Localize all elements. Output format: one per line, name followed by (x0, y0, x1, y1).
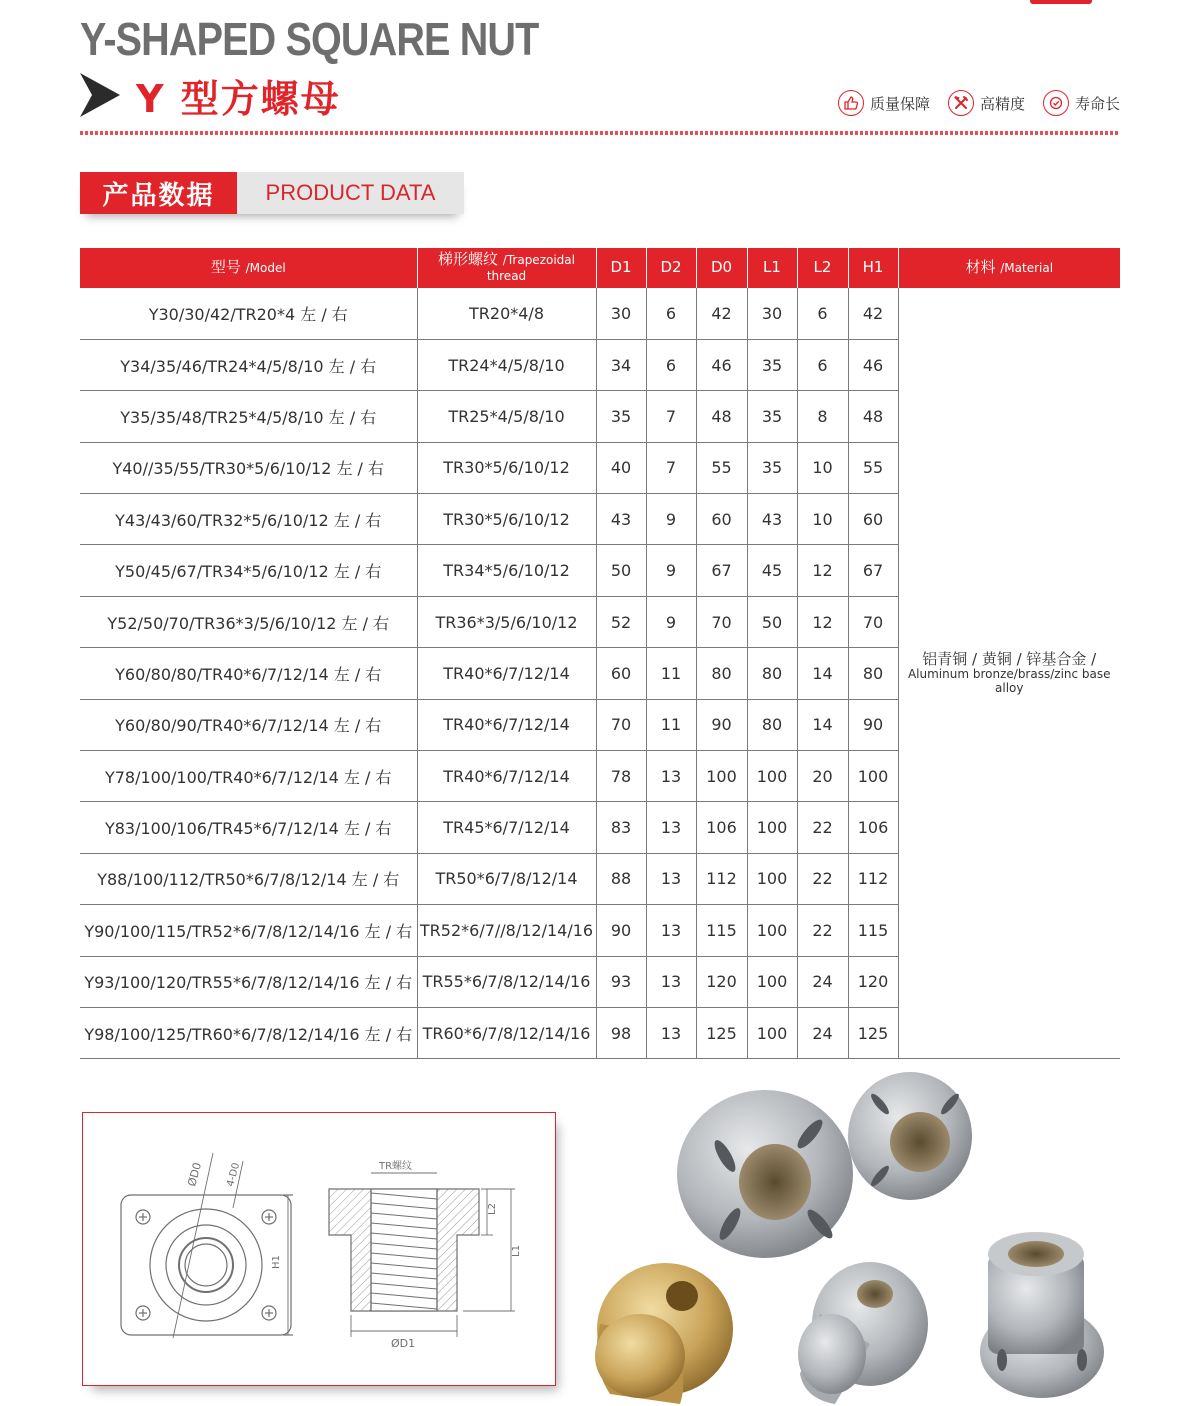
header-d1: D1 (596, 248, 646, 288)
product-photos (570, 1064, 1130, 1406)
cell-d0: 115 (696, 905, 747, 956)
cell-l1: 100 (747, 802, 797, 853)
cell-d1: 88 (596, 853, 646, 904)
cell-d1: 70 (596, 699, 646, 750)
page-title-zh: Y 型方螺母 (136, 76, 341, 121)
cell-thread: TR40*6/7/12/14 (417, 699, 596, 750)
cell-h1: 70 (848, 596, 898, 647)
cell-model: Y40//35/55/TR30*5/6/10/12 左 / 右 (80, 442, 417, 493)
cell-d2: 13 (646, 802, 696, 853)
cell-d0: 112 (696, 853, 747, 904)
cell-thread: TR40*6/7/12/14 (417, 751, 596, 802)
section-heading (80, 172, 464, 214)
front-view (121, 1153, 293, 1338)
header-thread: 梯形螺纹 /Trapezoidal thread (417, 248, 596, 288)
cell-h1: 48 (848, 391, 898, 442)
cell-d1: 78 (596, 751, 646, 802)
header-d0: D0 (696, 248, 747, 288)
photo-flange-nut-large (677, 1090, 853, 1258)
cell-d2: 9 (646, 494, 696, 545)
cell-thread: TR60*6/7/8/12/14/16 (417, 1007, 596, 1058)
cell-l1: 30 (747, 288, 797, 339)
cell-h1: 60 (848, 494, 898, 545)
label-h1: H1 (271, 1255, 282, 1269)
cell-thread: TR40*6/7/12/14 (417, 648, 596, 699)
cell-h1: 46 (848, 339, 898, 390)
header-l2: L2 (797, 248, 848, 288)
cell-l1: 100 (747, 1007, 797, 1058)
cell-d0: 120 (696, 956, 747, 1007)
life-cycle-icon (1043, 90, 1069, 116)
cell-h1: 125 (848, 1007, 898, 1058)
cell-h1: 67 (848, 545, 898, 596)
label-d1: ØD1 (391, 1337, 416, 1350)
cell-l2: 10 (797, 442, 848, 493)
cell-d1: 40 (596, 442, 646, 493)
cell-l1: 35 (747, 339, 797, 390)
cell-l1: 80 (747, 699, 797, 750)
bolt-circle (150, 1209, 262, 1321)
label-l1: L1 (511, 1245, 522, 1257)
cell-material (898, 288, 1120, 1059)
label-tr: TR螺纹 (379, 1161, 413, 1172)
label-d0: ØD0 (185, 1161, 205, 1188)
photo-flange-nut-small (798, 1262, 928, 1404)
cell-thread: TR30*5/6/10/12 (417, 494, 596, 545)
photo-brass-nut (595, 1263, 733, 1404)
cell-h1: 42 (848, 288, 898, 339)
cell-h1: 100 (848, 751, 898, 802)
cell-l2: 12 (797, 596, 848, 647)
cell-thread: TR30*5/6/10/12 (417, 442, 596, 493)
cell-model: Y60/80/80/TR40*6/7/12/14 左 / 右 (80, 648, 417, 699)
cell-l1: 50 (747, 596, 797, 647)
cell-thread: TR34*5/6/10/12 (417, 545, 596, 596)
cell-h1: 115 (848, 905, 898, 956)
cell-model: Y88/100/112/TR50*6/7/8/12/14 左 / 右 (80, 853, 417, 904)
flange-outline (121, 1195, 291, 1335)
technical-drawing (82, 1112, 556, 1386)
feature-list (838, 90, 1120, 116)
header-material: 材料 /Material (898, 248, 1120, 288)
feature-lifespan-label: 寿命长 (1074, 94, 1120, 113)
cell-l2: 14 (797, 648, 848, 699)
chevron-right-icon (80, 73, 120, 117)
cell-model: Y35/35/48/TR25*4/5/8/10 左 / 右 (80, 391, 417, 442)
cell-d2: 13 (646, 905, 696, 956)
cell-l2: 22 (797, 853, 848, 904)
cell-d0: 106 (696, 802, 747, 853)
cell-l1: 45 (747, 545, 797, 596)
cell-l2: 6 (797, 288, 848, 339)
cell-thread: TR24*4/5/8/10 (417, 339, 596, 390)
cell-model: Y30/30/42/TR20*4 左 / 右 (80, 288, 417, 339)
cell-thread: TR55*6/7/8/12/14/16 (417, 956, 596, 1007)
cell-model: Y34/35/46/TR24*4/5/8/10 左 / 右 (80, 339, 417, 390)
cell-thread: TR52*6/7//8/12/14/16 (417, 905, 596, 956)
cell-d2: 13 (646, 1007, 696, 1058)
cell-d0: 46 (696, 339, 747, 390)
cell-d1: 52 (596, 596, 646, 647)
feature-precision (948, 90, 1025, 116)
cell-d1: 43 (596, 494, 646, 545)
cell-model: Y90/100/115/TR52*6/7/8/12/14/16 左 / 右 (80, 905, 417, 956)
cell-l1: 80 (747, 648, 797, 699)
cell-thread: TR20*4/8 (417, 288, 596, 339)
cell-d1: 90 (596, 905, 646, 956)
cell-l2: 8 (797, 391, 848, 442)
cell-l2: 12 (797, 545, 848, 596)
top-red-mark (1030, 0, 1092, 4)
cell-d2: 9 (646, 596, 696, 647)
cell-d0: 48 (696, 391, 747, 442)
cell-d1: 50 (596, 545, 646, 596)
material-zh: 铝青铜 / 黄铜 / 锌基合金 / (922, 649, 1097, 668)
thread-bore (179, 1238, 233, 1292)
cell-d2: 9 (646, 545, 696, 596)
label-4d0: 4-D0 (225, 1161, 243, 1188)
cell-l2: 24 (797, 1007, 848, 1058)
cell-d1: 98 (596, 1007, 646, 1058)
cell-d2: 11 (646, 648, 696, 699)
feature-lifespan (1043, 90, 1120, 116)
cell-l2: 22 (797, 905, 848, 956)
cell-l1: 35 (747, 442, 797, 493)
cell-d0: 60 (696, 494, 747, 545)
section-heading-en: PRODUCT DATA (237, 172, 464, 214)
cell-thread: TR25*4/5/8/10 (417, 391, 596, 442)
tools-icon (948, 90, 974, 116)
cell-model: Y78/100/100/TR40*6/7/12/14 左 / 右 (80, 751, 417, 802)
feature-quality (838, 90, 930, 116)
cell-h1: 80 (848, 648, 898, 699)
cell-d1: 34 (596, 339, 646, 390)
cell-l1: 100 (747, 853, 797, 904)
cell-h1: 106 (848, 802, 898, 853)
cell-d1: 93 (596, 956, 646, 1007)
cell-d0: 70 (696, 596, 747, 647)
cell-d2: 6 (646, 288, 696, 339)
cell-d0: 42 (696, 288, 747, 339)
cell-d0: 80 (696, 648, 747, 699)
cell-h1: 55 (848, 442, 898, 493)
product-data-table (80, 248, 1120, 1059)
cell-l2: 22 (797, 802, 848, 853)
cell-l1: 100 (747, 751, 797, 802)
cell-d0: 125 (696, 1007, 747, 1058)
photo-flange-nut-back (848, 1072, 972, 1200)
header-d2: D2 (646, 248, 696, 288)
page-title-zh-row (80, 68, 341, 122)
header-h1: H1 (848, 248, 898, 288)
cell-thread: TR50*6/7/8/12/14 (417, 853, 596, 904)
table-header-row (80, 248, 1120, 288)
cell-d2: 13 (646, 751, 696, 802)
cell-d1: 60 (596, 648, 646, 699)
cell-h1: 112 (848, 853, 898, 904)
cell-d2: 11 (646, 699, 696, 750)
cell-d1: 30 (596, 288, 646, 339)
cell-l2: 14 (797, 699, 848, 750)
material-en: Aluminum bronze/brass/zinc base alloy (907, 667, 1111, 695)
table-body (80, 288, 1120, 1059)
cell-thread: TR36*3/5/6/10/12 (417, 596, 596, 647)
cell-d2: 13 (646, 956, 696, 1007)
header-model: 型号 /Model (80, 248, 417, 288)
cell-model: Y50/45/67/TR34*5/6/10/12 左 / 右 (80, 545, 417, 596)
cell-d0: 67 (696, 545, 747, 596)
cell-l1: 43 (747, 494, 797, 545)
cell-d0: 90 (696, 699, 747, 750)
cell-model: Y43/43/60/TR32*5/6/10/12 左 / 右 (80, 494, 417, 545)
cell-h1: 120 (848, 956, 898, 1007)
cell-model: Y83/100/106/TR45*6/7/12/14 左 / 右 (80, 802, 417, 853)
cell-model: Y93/100/120/TR55*6/7/8/12/14/16 左 / 右 (80, 956, 417, 1007)
page-title-en: Y-SHAPED SQUARE NUT (80, 13, 539, 65)
cell-thread: TR45*6/7/12/14 (417, 802, 596, 853)
cell-l1: 100 (747, 956, 797, 1007)
photo-upright-nut (980, 1232, 1104, 1398)
cell-model: Y60/80/90/TR40*6/7/12/14 左 / 右 (80, 699, 417, 750)
section-view (329, 1173, 515, 1337)
thread-minor (185, 1244, 227, 1286)
header-l1: L1 (747, 248, 797, 288)
cell-model: Y98/100/125/TR60*6/7/8/12/14/16 左 / 右 (80, 1007, 417, 1058)
cell-d2: 7 (646, 391, 696, 442)
cell-d0: 55 (696, 442, 747, 493)
label-l2: L2 (487, 1203, 498, 1215)
table-row (80, 288, 1120, 339)
cell-d2: 7 (646, 442, 696, 493)
cell-l1: 35 (747, 391, 797, 442)
cell-model: Y52/50/70/TR36*3/5/6/10/12 左 / 右 (80, 596, 417, 647)
cell-d0: 100 (696, 751, 747, 802)
cell-l2: 20 (797, 751, 848, 802)
cell-d1: 83 (596, 802, 646, 853)
feature-quality-label: 质量保障 (869, 94, 930, 113)
section-heading-zh: 产品数据 (80, 172, 237, 214)
cell-d1: 35 (596, 391, 646, 442)
header-divider (80, 131, 1120, 135)
feature-precision-label: 高精度 (979, 94, 1025, 113)
cell-l2: 10 (797, 494, 848, 545)
cell-l2: 24 (797, 956, 848, 1007)
cell-l2: 6 (797, 339, 848, 390)
thumbs-up-icon (838, 90, 864, 116)
cell-d2: 13 (646, 853, 696, 904)
cell-h1: 90 (848, 699, 898, 750)
cell-d2: 6 (646, 339, 696, 390)
cell-l1: 100 (747, 905, 797, 956)
